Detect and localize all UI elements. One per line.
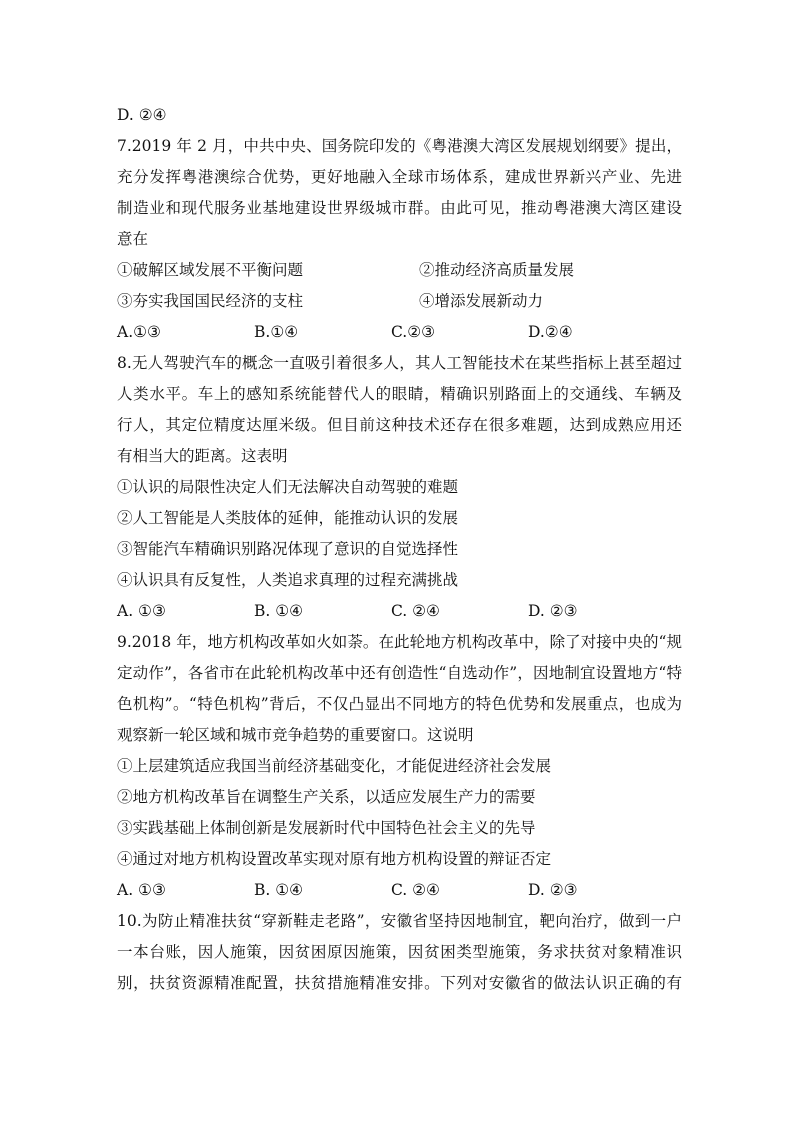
q7-option-a: A.①③ — [117, 323, 161, 341]
question-8 — [117, 348, 682, 627]
q7-item: ①破解区域发展不平衡问题 — [117, 261, 304, 279]
q8-stem-line: 8.无人驾驶汽车的概念一直吸引着很多人，其人工智能技术在某些指标上甚至超过 — [117, 354, 682, 372]
q10-stem-line: 一本台账，因人施策，因贫困原因施策，因贫困类型施策，务求扶贫对象精准识 — [117, 943, 682, 961]
q9-options-row — [117, 875, 682, 906]
q6-option-d: D. ②④ — [117, 106, 167, 124]
q8-item: ②人工智能是人类肢体的延伸，能推动认识的发展 — [117, 509, 459, 527]
q8-stem-line: 行人，其定位精度达厘米级。但目前这种技术还存在很多难题，达到成熟应用还 — [117, 416, 682, 434]
q9-option-d: D. ②③ — [528, 881, 578, 899]
q7-item: ④增添发展新动力 — [419, 292, 544, 310]
q8-options-row — [117, 596, 682, 627]
q9-item: ②地方机构改革旨在调整生产关系，以适应发展生产力的需要 — [117, 788, 536, 806]
q9-item: ①上层建筑适应我国当前经济基础变化，才能促进经济社会发展 — [117, 757, 552, 775]
q9-stem-line: 观察新一轮区域和城市竞争趋势的重要窗口。这说明 — [117, 726, 474, 744]
q8-option-d: D. ②③ — [528, 602, 578, 620]
q8-option-c: C. ②④ — [391, 602, 440, 620]
question-7 — [117, 131, 682, 348]
q7-items-row — [117, 255, 682, 286]
q7-options-row — [117, 317, 682, 348]
q7-item: ②推动经济高质量发展 — [419, 261, 575, 279]
q9-item: ④通过对地方机构设置改革实现对原有地方机构设置的辩证否定 — [117, 850, 552, 868]
q7-items-row — [117, 286, 682, 317]
q8-item: ①认识的局限性决定人们无法解决自动驾驶的难题 — [117, 478, 459, 496]
question-9 — [117, 627, 682, 906]
q9-option-b: B. ①④ — [254, 881, 304, 899]
q8-option-a: A. ①③ — [117, 602, 166, 620]
q8-option-b: B. ①④ — [254, 602, 304, 620]
q9-stem-line: 色机构”。“特色机构”背后，不仅凸显出不同地方的特色优势和发展重点，也成为 — [117, 695, 682, 713]
q7-option-c: C.②③ — [391, 323, 436, 341]
q7-option-d: D.②④ — [528, 323, 573, 341]
q8-stem-line: 有相当大的距离。这表明 — [117, 447, 288, 465]
q8-item: ③智能汽车精确识别路况体现了意识的自觉选择性 — [117, 540, 459, 558]
q9-stem-line: 定动作”，各省市在此轮机构改革中还有创造性“自选动作”，因地制宜设置地方“特 — [117, 664, 682, 682]
question-10 — [117, 906, 682, 999]
q8-item: ④认识具有反复性，人类追求真理的过程充满挑战 — [117, 571, 459, 589]
q8-stem-line: 人类水平。车上的感知系统能替代人的眼睛，精确识别路面上的交通线、车辆及 — [117, 385, 682, 403]
q7-item: ③夯实我国国民经济的支柱 — [117, 292, 304, 310]
q7-option-b: B.①④ — [254, 323, 299, 341]
q10-stem-line: 别，扶贫资源精准配置，扶贫措施精准安排。下列对安徽省的做法认识正确的有 — [117, 974, 682, 992]
q10-stem-line: 10.为防止精准扶贫“穿新鞋走老路”，安徽省坚持因地制宜，靶向治疗，做到一户 — [117, 912, 682, 930]
q9-item: ③实践基础上体制创新是发展新时代中国特色社会主义的先导 — [117, 819, 536, 837]
q7-stem-line: 7.2019 年 2 月，中共中央、国务院印发的《粤港澳大湾区发展规划纲要》提出， — [117, 137, 682, 155]
q9-option-a: A. ①③ — [117, 881, 166, 899]
q7-stem-line: 意在 — [117, 230, 149, 248]
q7-stem-line: 制造业和现代服务业基地建设世界级城市群。由此可见，推动粤港澳大湾区建设 — [117, 199, 682, 217]
exam-page — [117, 100, 682, 999]
q9-option-c: C. ②④ — [391, 881, 440, 899]
q7-stem-line: 充分发挥粤港澳综合优势，更好地融入全球市场体系，建成世界新兴产业、先进 — [117, 168, 682, 186]
q9-stem-line: 9.2018 年，地方机构改革如火如荼。在此轮地方机构改革中，除了对接中央的“规 — [117, 633, 682, 651]
